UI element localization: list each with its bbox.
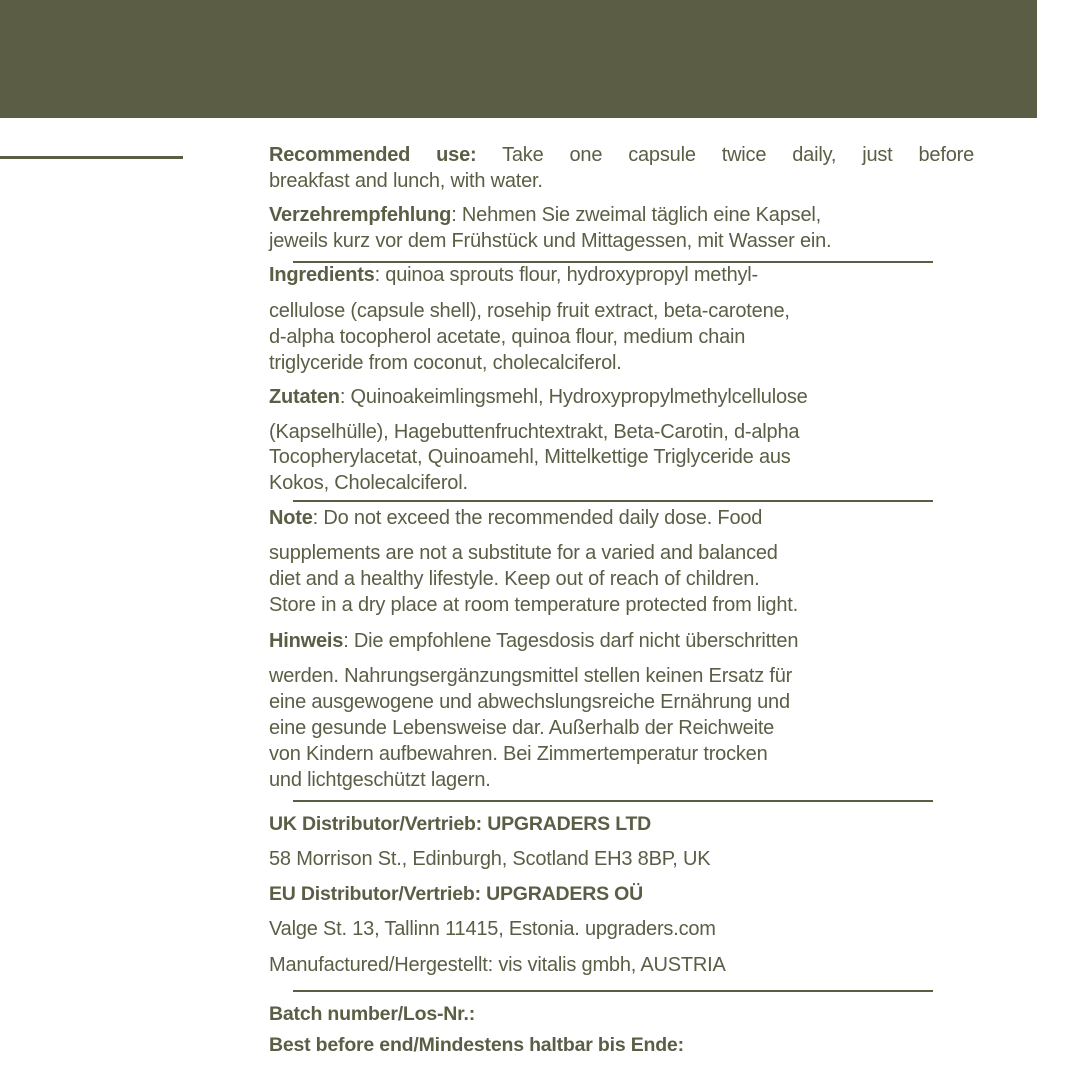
eu-address: Valge St. 13, Tallinn 11415, Estonia. upgraders.com [269, 918, 716, 940]
manufacturer: Manufactured/Hergestellt: vis vitalis gmbh, AUSTRIA [269, 954, 726, 976]
header-band [0, 0, 1037, 118]
verzehrempfehlung-line-2: jeweils kurz vor dem Frühstück und Mittagessen, mit Wasser ein. [269, 230, 832, 252]
hinweis-text: : Die empfohlene Tagesdosis darf nicht überschritten [343, 630, 799, 652]
zutaten-label: Zutaten [269, 386, 340, 408]
note-line-3: diet and a healthy lifestyle. Keep out of reach of children. [269, 568, 760, 590]
note-line-1 [269, 506, 762, 530]
note-line-2: supplements are not a substitute for a varied and balanced [269, 542, 778, 564]
zutaten-line-3: Tocopherylacetat, Quinoamehl, Mittelkettige Triglyceride aus [269, 446, 791, 468]
ingredients-text: : quinoa sprouts flour, hydroxypropyl methyl- [374, 264, 759, 286]
uk-address: 58 Morrison St., Edinburgh, Scotland EH3 8BP, UK [269, 848, 711, 870]
batch-number-label: Batch number/Los-Nr.: [269, 1003, 475, 1025]
divider [293, 990, 933, 992]
best-before-label: Best before end/Mindestens haltbar bis Ende: [269, 1034, 684, 1056]
left-divider [0, 156, 183, 159]
ingredients-line-1 [269, 263, 758, 287]
hinweis-label: Hinweis [269, 630, 344, 652]
zutaten-line-4: Kokos, Cholecalciferol. [269, 472, 468, 494]
note-line-4: Store in a dry place at room temperature protected from light. [269, 594, 798, 616]
ingredients-line-3: d-alpha tocopherol acetate, quinoa flour, medium chain [269, 326, 746, 348]
uk-distributor: UK Distributor/Vertrieb: UPGRADERS LTD [269, 813, 652, 835]
ingredients-line-2: cellulose (capsule shell), rosehip fruit extract, beta-carotene, [269, 300, 790, 322]
hinweis-line-2: werden. Nahrungsergänzungsmittel stellen keinen Ersatz für [269, 665, 793, 687]
ingredients-label: Ingredients [269, 264, 375, 286]
verzehrempfehlung-text: : Nehmen Sie zweimal täglich eine Kapsel, [451, 204, 821, 226]
verzehrempfehlung-label: Verzehrempfehlung [269, 204, 452, 226]
recommended-use-line-2: breakfast and lunch, with water. [269, 170, 543, 192]
zutaten-line-2: (Kapselhülle), Hagebuttenfruchtextrakt, Beta-Carotin, d-alpha [269, 421, 800, 443]
note-label: Note [269, 507, 313, 529]
eu-distributor: EU Distributor/Vertrieb: UPGRADERS OÜ [269, 883, 643, 905]
recommended-use-line-1 [269, 143, 974, 167]
hinweis-line-6: und lichtgeschützt lagern. [269, 769, 491, 791]
zutaten-text: : Quinoakeimlingsmehl, Hydroxypropylmethylcellulose [339, 386, 808, 408]
verzehrempfehlung-line-1 [269, 203, 821, 227]
divider [293, 800, 933, 802]
divider [293, 500, 933, 502]
zutaten-line-1 [269, 385, 808, 409]
hinweis-line-5: von Kindern aufbewahren. Bei Zimmertemperatur trocken [269, 743, 768, 765]
ingredients-line-4: triglyceride from coconut, cholecalciferol. [269, 352, 622, 374]
hinweis-line-1 [269, 629, 798, 653]
hinweis-line-4: eine gesunde Lebensweise dar. Außerhalb der Reichweite [269, 717, 775, 739]
recommended-use-text: Take one capsule twice daily, just before [476, 144, 974, 166]
hinweis-line-3: eine ausgewogene und abwechslungsreiche Ernährung und [269, 691, 790, 713]
note-text: : Do not exceed the recommended daily dose. Food [312, 507, 763, 529]
recommended-use-label: Recommended use: [269, 144, 477, 166]
